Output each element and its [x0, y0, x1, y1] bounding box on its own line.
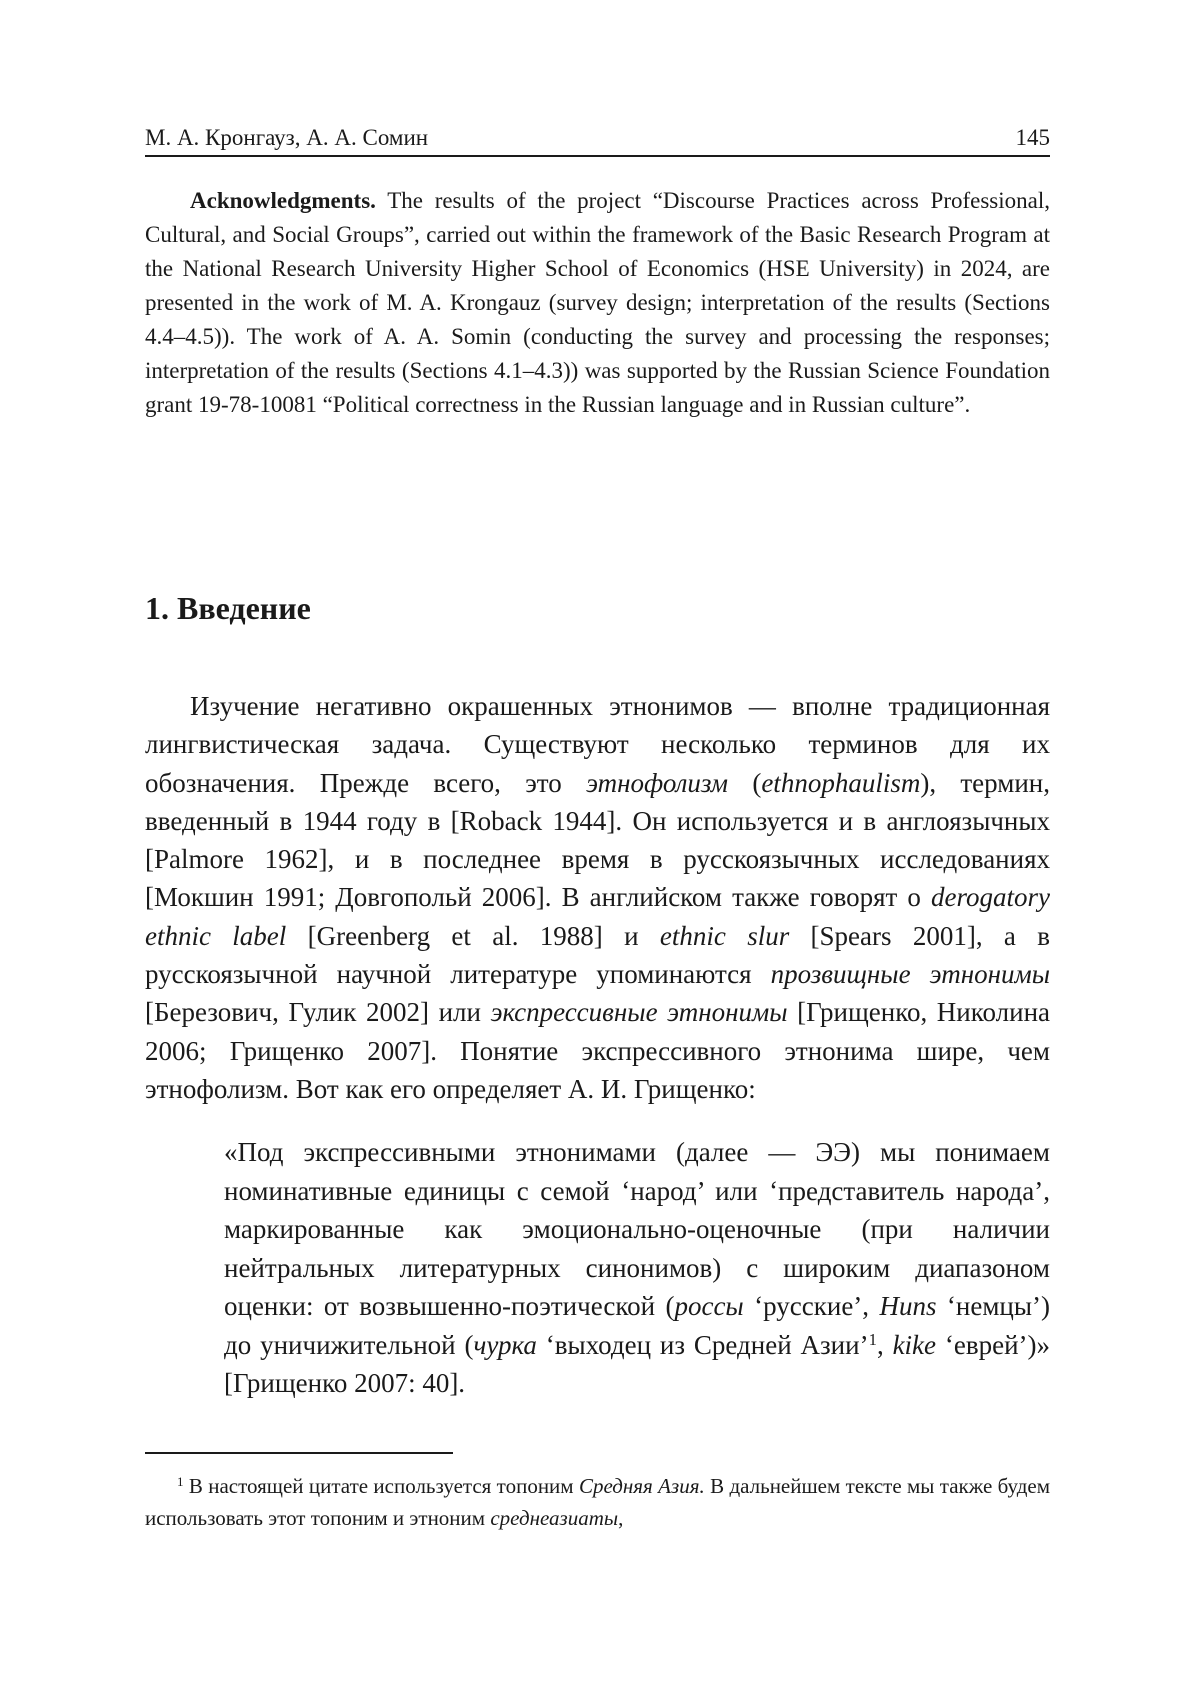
quote-text: ,	[876, 1329, 893, 1360]
running-header-authors: М. А. Кронгауз, А. А. Сомин	[145, 125, 429, 150]
quote-example: чурка	[473, 1329, 537, 1360]
quote-text: ‘еврей’)» [Грищенко 2007: 40].	[224, 1329, 1051, 1398]
footnote-term: среднеазиаты	[490, 1506, 619, 1530]
quote-text: ‘немцы’) до уничижительной (	[224, 1291, 1050, 1360]
footnote-reference[interactable]: 1	[868, 1329, 877, 1349]
acknowledgments-paragraph	[145, 184, 1050, 422]
intro-term: экспрессивные этнонимы	[490, 997, 788, 1028]
footnote-term: Средняя Азия.	[578, 1474, 705, 1498]
footnote-separator	[145, 1452, 453, 1454]
intro-text: [Greenberg et al. 1988] и	[286, 920, 660, 951]
intro-text: Изучение негативно окрашенных этнонимов — вполне традиционная лингвистическая задача. Существуют несколько терминов для их обозначения. Прежде всего, это	[145, 691, 1050, 798]
footnote-text: В настоящей цитате используется топоним	[183, 1474, 579, 1498]
intro-text: (	[728, 767, 762, 798]
intro-text: ), термин, введенный в 1944 году в [Roback 1944]. Он используется и в англоязычных [Palmore 1962], и в последнее время в русскоязычных исследованиях [Мокшин 1991; Довгопольй 2006]. В английском также говорят о	[145, 767, 1050, 913]
intro-text: [Spears 2001], а в русскоязычной научной литературе упоминаются	[145, 920, 1050, 990]
quote-text: ‘выходец из Средней Азии’	[536, 1329, 869, 1360]
intro-term: ethnic slur	[659, 920, 790, 951]
intro-text: [Березович, Гулик 2002] или	[145, 997, 491, 1028]
intro-term: ethnophaulism	[761, 767, 921, 798]
block-quote	[224, 1133, 1050, 1403]
intro-term: derogatory ethnic label	[145, 882, 1050, 951]
quote-example: kike	[892, 1329, 937, 1360]
acknowledgments-label: Acknowledgments.	[190, 188, 376, 213]
footnote-text: В дальнейшем тексте мы также будем использовать этот топоним и этноним	[145, 1474, 1050, 1530]
footnote	[145, 1470, 1050, 1534]
intro-text: [Грищенко, Николина 2006; Грищенко 2007]. Понятие экспрессивного этнонима шире, чем этнофолизм. Вот как его определяет А. И. Грищенко:	[145, 997, 1051, 1104]
quote-text: ‘русские’,	[743, 1291, 880, 1321]
acknowledgments-text: The results of the project “Discourse Practices across Professional, Cultural, and Social Groups”, carried out within the framework of the Basic Research Program at the National Research University Higher School of Economics (HSE University) in 2024, are presented in the work of M. A. Krongauz (survey design; interpretation of the results (Sections 4.4–4.5)). The work of A. A. Somin (conducting the survey and processing the responses; interpretation of the results (Sections 4.1–4.3)) was supported by the Russian Science Foundation grant 19-78-10081 “Political correctness in the Russian language and in Russian culture”.	[145, 188, 1050, 417]
running-header	[145, 121, 1050, 157]
quote-text: «Под экспрессивными этнонимами (далее — ЭЭ) мы понимаем номинативные единицы с семой ‘народ’ или ‘представитель народа’, маркированные как эмоционально-оценочные (при наличии нейтральных литературных синонимов) с широким диапазоном оценки: от возвышенно-поэтической (	[224, 1137, 1050, 1321]
quote-example: россы	[674, 1291, 744, 1321]
intro-term: этнофолизм	[586, 767, 729, 798]
intro-term: прозвищные этнонимы	[770, 959, 1050, 990]
intro-paragraph	[145, 687, 1050, 1108]
page-number: 145	[1015, 125, 1050, 150]
quote-example: Huns	[879, 1291, 937, 1321]
footnote-text: ,	[618, 1506, 624, 1530]
section-heading: 1. Введение	[145, 590, 311, 626]
footnote-number: 1	[177, 1473, 184, 1489]
